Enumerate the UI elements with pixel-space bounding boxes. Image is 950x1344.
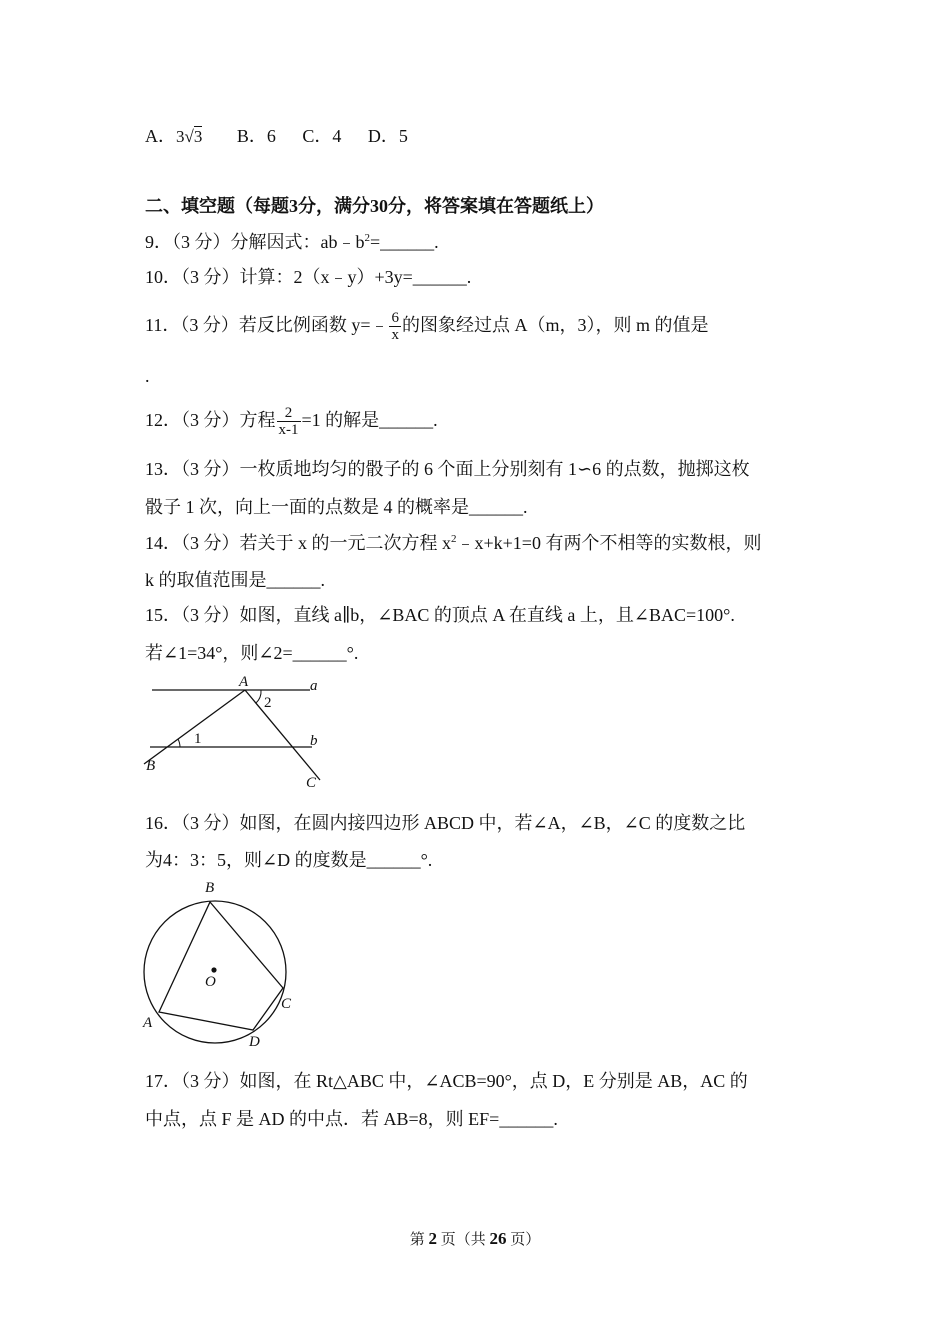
angle-1-arc (178, 739, 180, 747)
label-d: D (249, 1034, 260, 1050)
fraction-6-over-x: $\frac{6}{x}$ (391, 310, 399, 344)
parallel-lines-figure (140, 672, 340, 792)
center-point (211, 967, 216, 972)
question-11: 11．（3 分）若反比例函数 y=﹣ $\frac{6}{x}$ 的图象经过点 A（m，3），则 m 的值是 (145, 310, 709, 344)
question-16-line-2: 为4：3：5，则∠D 的度数是______°. (145, 850, 433, 870)
label-a: A (143, 1015, 153, 1031)
page-footer: 第 2 页（共 26 页） (409, 1229, 541, 1248)
question-11-continuation: . (145, 366, 150, 386)
angle-2-arc (256, 690, 261, 703)
segment-ab (144, 690, 245, 764)
option-d: D．5 (367, 126, 408, 146)
radical-sign-icon: √ (184, 127, 194, 146)
segment-ac (245, 690, 320, 780)
label-point-b: B (146, 758, 156, 774)
question-13-line-1: 13．（3 分）一枚质地均匀的骰子的 6 个面上分别刻有 1∽6 的点数，抛掷这枚 (145, 459, 750, 479)
question-16-line-1: 16．（3 分）如图，在圆内接四边形 ABCD 中，若∠A，∠B，∠C 的度数之比 (145, 813, 746, 833)
label-angle-1: 1 (194, 731, 202, 747)
section-heading: 二、填空题（每题3分，满分30分，将答案填在答题纸上） (145, 196, 604, 216)
question-14-line-1: 14．（3 分）若关于 x 的一元二次方程 $x^2﹣x+k+1=0$ 有两个不相等的实数根，则 (145, 533, 762, 553)
option-b: B．6 (236, 126, 276, 146)
inscribed-quadrilateral-figure (135, 878, 305, 1050)
label-line-b: b (310, 733, 318, 749)
question-9: 9．（3 分）分解因式：$ab﹣b^2=\_\_\_\_\_\_$. (145, 232, 439, 252)
question-10: 10．（3 分）计算：2（x﹣y）+3y=______. (145, 267, 472, 287)
question-17-line-2: 中点，点 F 是 AD 的中点．若 AB=8，则 EF=______. (145, 1109, 558, 1129)
question-15-line-2: 若∠1=34°，则∠2=______°. (145, 643, 359, 663)
question-14-line-2: k 的取值范围是______. (145, 570, 325, 590)
option-a: A．3√3 (145, 126, 203, 146)
question-17-line-1: 17．（3 分）如图，在 Rt△ABC 中，∠ACB=90°，点 D，E 分别是 AB，AC 的 (145, 1071, 748, 1091)
fraction-2-over-x-1: $\frac{2}{x-1}$ (278, 405, 299, 439)
label-point-a: A (239, 674, 249, 690)
question-13-line-2: 骰子 1 次，向上一面的点数是 4 的概率是______. (145, 497, 528, 517)
question-12: 12．（3 分）方程 $\frac{2}{x-1}$ =1 的解是______. (145, 405, 438, 439)
option-c: C．4 (302, 126, 342, 146)
question-15-line-1: 15．（3 分）如图，直线 a∥b，∠BAC 的顶点 A 在直线 a 上，且∠BAC=100°. (145, 605, 735, 625)
label-point-c: C (306, 775, 317, 791)
label-b: B (205, 880, 215, 896)
label-line-a: a (310, 678, 318, 694)
label-o: O (205, 974, 216, 990)
label-angle-2: 2 (264, 695, 272, 711)
label-c: C (281, 996, 292, 1012)
options-row (145, 125, 408, 148)
